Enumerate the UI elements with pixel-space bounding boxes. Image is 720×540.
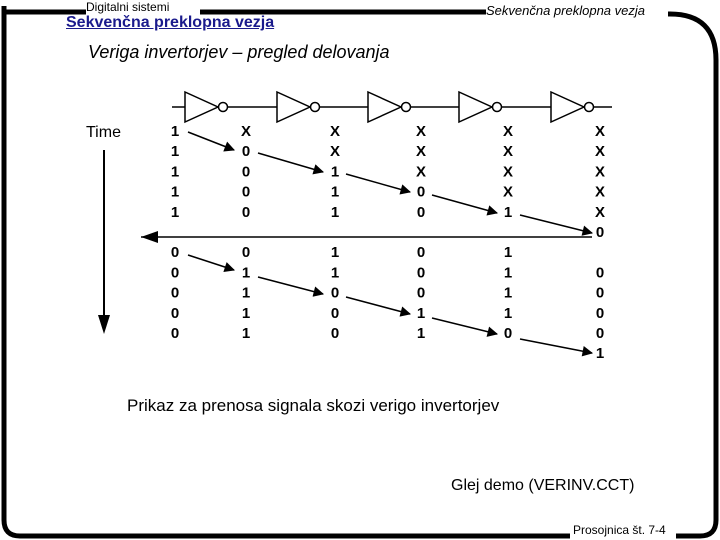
signal-value-cell: 1 xyxy=(416,325,426,342)
signal-value-cell: 1 xyxy=(503,203,513,221)
signal-value-cell: 1 xyxy=(503,264,513,282)
signal-value-cell: 0 xyxy=(595,264,605,282)
signal-value-cell: 0 xyxy=(170,304,180,322)
time-axis-label: Time xyxy=(86,124,121,141)
signal-value-cell: 0 xyxy=(241,244,251,262)
signal-value-cell: 0 xyxy=(416,244,426,262)
signal-value-cell: X xyxy=(594,183,606,201)
signal-value-cell: 1 xyxy=(503,304,513,322)
signal-value-cell: X xyxy=(329,143,341,161)
signal-value-cell: X xyxy=(502,183,514,201)
inverter-bubble xyxy=(311,103,320,112)
propagation-arrow xyxy=(520,339,592,353)
signal-value-cell: 0 xyxy=(170,264,180,282)
signal-value-cell: X xyxy=(415,143,427,161)
signal-value-cell: 1 xyxy=(330,163,340,181)
signal-value-cell: 1 xyxy=(330,244,340,262)
signal-value-cell: 1 xyxy=(170,203,180,221)
signal-value-cell: 0 xyxy=(330,304,340,322)
signal-value-cell: 0 xyxy=(241,203,251,221)
propagation-arrow xyxy=(258,277,323,294)
signal-value-cell: 1 xyxy=(170,183,180,201)
signal-value-cell: 1 xyxy=(503,284,513,302)
slide-number: Prosojnica št. 7-4 xyxy=(573,523,666,537)
slide-subtitle: Veriga invertorjev – pregled delovanja xyxy=(88,42,390,62)
inverter-gate-icon xyxy=(368,92,401,122)
header-course-name: Digitalni sistemi xyxy=(86,0,170,14)
inverter-bubble xyxy=(493,103,502,112)
signal-value-cell: X xyxy=(329,123,341,140)
signal-value-cell: 1 xyxy=(330,203,340,221)
propagation-arrow xyxy=(432,318,497,334)
signal-value-cell: 0 xyxy=(595,304,605,322)
propagation-arrow xyxy=(188,255,234,270)
inverter-gate-icon xyxy=(551,92,584,122)
signal-value-cell: 1 xyxy=(416,304,426,322)
demo-reference: Glej demo (VERINV.CCT) xyxy=(451,477,635,494)
signal-value-cell: 0 xyxy=(503,325,513,342)
signal-value-cell: 0 xyxy=(595,325,605,342)
wrap-arrowhead-left xyxy=(141,231,158,243)
signal-value-cell: X xyxy=(240,123,252,140)
signal-value-cell: X xyxy=(594,143,606,161)
signal-value-cell: 1 xyxy=(595,345,605,363)
signal-value-cell: X xyxy=(415,123,427,140)
signal-value-cell: 1 xyxy=(241,264,251,282)
signal-value-cell: 1 xyxy=(330,183,340,201)
propagation-arrow xyxy=(346,174,410,192)
signal-value-cell: 0 xyxy=(416,203,426,221)
signal-value-cell: 1 xyxy=(503,244,513,262)
inverter-bubble xyxy=(219,103,228,112)
signal-value-cell: 1 xyxy=(170,163,180,181)
inverter-bubble xyxy=(585,103,594,112)
signal-value-cell: X xyxy=(594,123,606,140)
propagation-arrow xyxy=(346,297,410,314)
signal-value-cell: 1 xyxy=(170,143,180,161)
signal-value-cell: X xyxy=(415,163,427,181)
signal-value-cell: 0 xyxy=(416,264,426,282)
signal-value-cell: 0 xyxy=(330,284,340,302)
signal-value-cell: X xyxy=(594,203,606,221)
propagation-arrow xyxy=(188,132,234,150)
signal-value-cell: 0 xyxy=(170,325,180,342)
signal-value-cell: X xyxy=(502,143,514,161)
signal-value-cell: X xyxy=(502,163,514,181)
propagation-arrow xyxy=(258,153,323,172)
signal-value-cell: 1 xyxy=(241,284,251,302)
signal-value-cell: 0 xyxy=(416,284,426,302)
inverter-gate-icon xyxy=(185,92,218,122)
signal-value-cell: 0 xyxy=(170,284,180,302)
signal-value-cell: 0 xyxy=(416,183,426,201)
signal-value-cell: 0 xyxy=(330,325,340,342)
signal-value-cell: 1 xyxy=(170,123,180,140)
time-axis-arrowhead xyxy=(98,315,110,334)
inverter-gate-icon xyxy=(277,92,310,122)
signal-value-cell: 1 xyxy=(330,264,340,282)
signal-value-cell: 0 xyxy=(241,143,251,161)
signal-value-cell: 0 xyxy=(170,244,180,262)
signal-value-cell: X xyxy=(502,123,514,140)
signal-value-cell: 0 xyxy=(595,284,605,302)
propagation-arrow xyxy=(432,195,497,213)
inverter-bubble xyxy=(402,103,411,112)
signal-value-cell: 1 xyxy=(241,325,251,342)
signal-value-cell: X xyxy=(594,163,606,181)
slide-title: Sekvenčna preklopna vezja xyxy=(66,14,275,31)
signal-value-cell: 0 xyxy=(241,183,251,201)
signal-value-cell: 0 xyxy=(595,224,605,241)
propagation-arrow xyxy=(520,215,592,233)
inverter-gate-icon xyxy=(459,92,492,122)
signal-value-cell: 0 xyxy=(241,163,251,181)
signal-value-cell: 1 xyxy=(241,304,251,322)
header-topic: Sekvenčna preklopna vezja xyxy=(486,3,645,18)
figure-caption: Prikaz za prenosa signala skozi verigo invertorjev xyxy=(127,396,500,415)
